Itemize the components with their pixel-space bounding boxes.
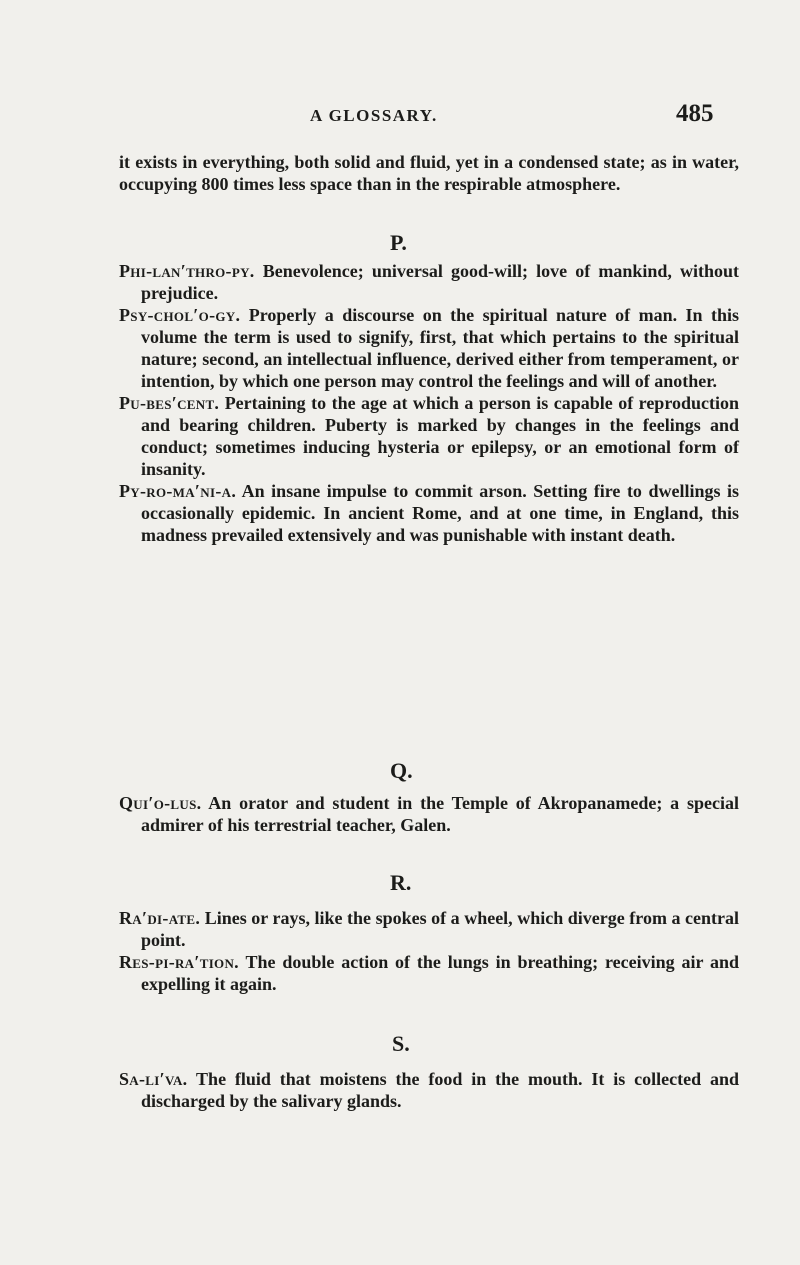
entry-definition: Lines or rays, like the spokes of a wheel, which diverge from a central point.: [141, 908, 739, 950]
entry-definition: Properly a discourse on the spiritual nature of man. In this volume the term is used to signify, first, that which pertains to the spiritual nature; second, an intellectual influence, derived either from temperament, or intention, by which one person may control the feelings and will of another.: [141, 305, 739, 391]
section-s-entries: [119, 1068, 739, 1112]
entry-pyromania: [119, 480, 739, 546]
entry-respiration: [119, 951, 739, 995]
entry-pubescent: [119, 392, 739, 480]
entry-term: Py-ro-ma′ni-a.: [119, 481, 237, 501]
section-letter-p: P.: [390, 230, 407, 255]
entry-radiate: [119, 907, 739, 951]
entry-definition: Pertaining to the age at which a person is capable of reproduction and bearing children. Puberty is marked by changes in the feelings and conduct; sometimes inducing hysteria or epilepsy, or an emotional form of insanity.: [141, 393, 739, 479]
entry-definition: Benevolence; universal good-will; love of mankind, without prejudice.: [141, 261, 740, 303]
entry-definition: An orator and student in the Temple of Akropanamede; a special admirer of his terrestrial teacher, Galen.: [141, 793, 739, 835]
intro-paragraph: it exists in everything, both solid and fluid, yet in a condensed state; as in water, occupying 800 times less space than in the respirable atmosphere.: [119, 152, 739, 194]
page-number: 485: [676, 100, 714, 127]
section-letter-q: Q.: [390, 758, 413, 783]
section-p-entries: [119, 260, 739, 546]
entry-term: Ra′di-ate.: [119, 908, 201, 928]
intro-block: [119, 151, 739, 195]
entry-term: Sa-li′va.: [119, 1069, 188, 1089]
entry-quiolus: [119, 792, 739, 836]
entry-definition: The fluid that moistens the food in the mouth. It is collected and discharged by the salivary glands.: [141, 1069, 739, 1111]
section-q-entries: [119, 792, 739, 836]
entry-philanthropy: [119, 260, 739, 304]
entry-term: Res-pi-ra′tion.: [119, 952, 239, 972]
section-letter-r: R.: [390, 870, 412, 895]
section-r-entries: [119, 907, 739, 995]
entry-psychology: [119, 304, 739, 392]
entry-term: Phi-lan′thro-py.: [119, 261, 255, 281]
entry-term: Qui′o-lus.: [119, 793, 202, 813]
entry-definition: The double action of the lungs in breathing; receiving air and expelling it again.: [141, 952, 739, 994]
entry-term: Psy-chol′o-gy.: [119, 305, 241, 325]
entry-term: Pu-bes′cent.: [119, 393, 220, 413]
entry-saliva: [119, 1068, 739, 1112]
entry-definition: An insane impulse to commit arson. Setting fire to dwellings is occasionally epidemic. In ancient Rome, and at one time, in England, this madness prevailed extensively and was punishable with instant death.: [141, 481, 739, 545]
running-head: A GLOSSARY.: [310, 106, 438, 125]
section-letter-s: S.: [392, 1031, 410, 1056]
